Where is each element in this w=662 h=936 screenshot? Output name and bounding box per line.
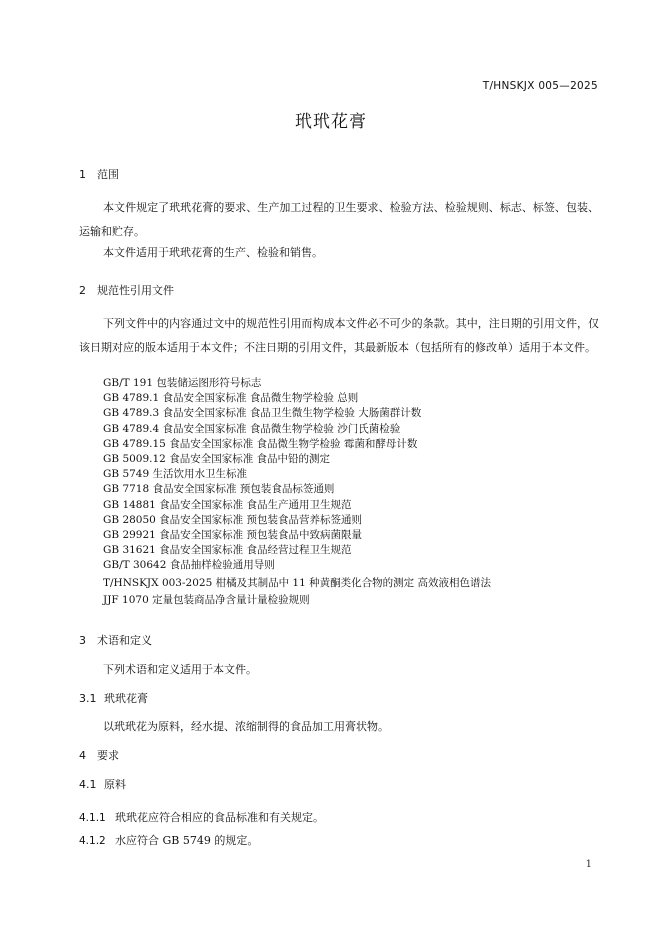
section-title: 术语和定义 (97, 634, 152, 647)
section-number: 1 (79, 168, 86, 181)
clause-number: 4.1.2 (79, 835, 106, 847)
clause-4-1-1 (79, 809, 324, 825)
section-title: 规范性引用文件 (97, 284, 174, 297)
reference-item: GB 4789.1 食品安全国家标准 食品微生物学检验 总则 (103, 392, 359, 405)
section-3-1-heading (79, 690, 148, 706)
reference-item: GB 31621 食品安全国家标准 食品经营过程卫生规范 (103, 544, 352, 557)
reference-item: GB 29921 食品安全国家标准 预包装食品中致病菌限量 (103, 529, 363, 542)
reference-item: GB/T 191 包装储运图形符号标志 (103, 377, 262, 389)
section-3-1-definition: 以玳玳花为原料，经水提、浓缩制得的食品加工用膏状物。 (103, 720, 389, 733)
clause-text: 水应符合 GB 5749 的规定。 (115, 834, 259, 847)
section-number: 4 (79, 749, 86, 762)
section-number: 2 (79, 284, 86, 297)
reference-item: GB 4789.4 食品安全国家标准 食品微生物学检验 沙门氏菌检验 (103, 422, 401, 435)
section-2-heading (79, 282, 174, 298)
section-1-paragraph-1 (79, 196, 599, 244)
paragraph-text: 本文件规定了玳玳花膏的要求、生产加工过程的卫生要求、检验方法、检验规则、标志、标签、包装、运输和贮存。 (79, 201, 599, 238)
reference-item: GB 14881 食品安全国家标准 食品生产通用卫生规范 (103, 498, 352, 511)
paragraph-text: 本文件适用于玳玳花膏的生产、检验和销售。 (103, 246, 323, 259)
section-number: 3.1 (79, 692, 97, 705)
reference-list (103, 376, 491, 608)
section-4-heading (79, 747, 119, 763)
reference-item: GB 4789.3 食品安全国家标准 食品卫生微生物学检验 大肠菌群计数 (103, 407, 422, 420)
document-id: T/HNSKJX 005—2025 (482, 80, 598, 92)
reference-item: GB 4789.15 食品安全国家标准 食品微生物学检验 霉菌和酵母计数 (103, 437, 418, 450)
reference-item: GB 5749 生活饮用水卫生标准 (103, 468, 248, 481)
reference-item: T/HNSKJX 003-2025 柑橘及其制品中 11 种黄酮类化合物的测定 高效液相色谱法 (103, 576, 491, 589)
section-number: 4.1 (79, 778, 97, 791)
reference-item: GB 5009.12 食品安全国家标准 食品中铅的测定 (103, 453, 331, 466)
clause-text: 玳玳花应符合相应的食品标准和有关规定。 (115, 811, 324, 824)
section-title: 要求 (97, 749, 119, 762)
section-4-1-heading (79, 776, 126, 792)
clause-number: 4.1.1 (79, 812, 106, 824)
section-3-heading (79, 632, 152, 648)
section-title: 范围 (97, 168, 119, 181)
page-title: 玳玳花膏 (295, 112, 367, 132)
section-number: 3 (79, 634, 86, 647)
section-title: 原料 (104, 778, 126, 791)
reference-item: GB 7718 食品安全国家标准 预包装食品标签通则 (103, 483, 335, 496)
section-title: 玳玳花膏 (104, 692, 148, 705)
section-3-paragraph-1: 下列术语和定义适用于本文件。 (103, 663, 257, 676)
paragraph-text: 下列文件中的内容通过文中的规范性引用而构成本文件必不可少的条款。其中，注日期的引用文件，仅该日期对应的版本适用于本文件；不注日期的引用文件，其最新版本（包括所有的修改单）适用于本文件。 (79, 317, 599, 354)
clause-4-1-2 (79, 832, 258, 848)
reference-item: GB 28050 食品安全国家标准 预包装食品营养标签通则 (103, 513, 363, 526)
section-1-paragraph-2 (79, 241, 599, 265)
section-1-heading (79, 166, 119, 182)
reference-item: JJF 1070 定量包装商品净含量计量检验规则 (103, 593, 310, 606)
section-2-paragraph-1 (79, 312, 599, 360)
reference-item: GB/T 30642 食品抽样检验通用导则 (103, 559, 275, 572)
page-number: 1 (585, 859, 592, 870)
